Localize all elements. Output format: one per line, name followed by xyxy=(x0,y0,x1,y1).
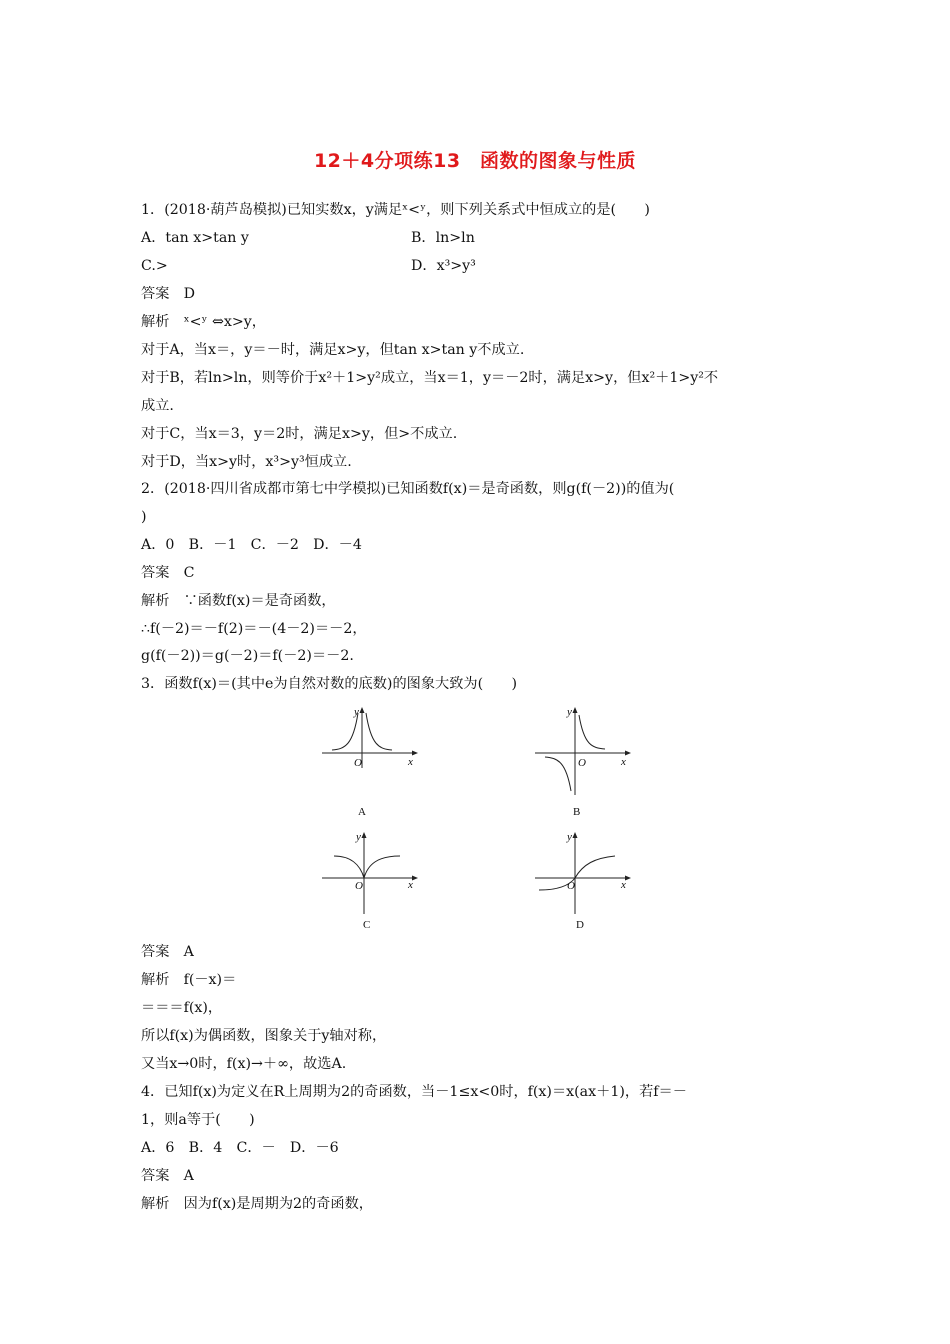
origin-label: O xyxy=(578,757,586,769)
graph-caption-c: C xyxy=(363,919,371,931)
origin-label: O xyxy=(567,880,575,892)
x-axis-label: x xyxy=(621,879,626,891)
graph-caption-a: A xyxy=(358,806,366,818)
q2-answer: 答案 C xyxy=(141,565,195,581)
q2-analysis-line: g(f(－2))＝g(－2)＝f(－2)＝－2. xyxy=(141,648,354,664)
q2-analysis-line: ∴f(－2)＝－f(2)＝－(4－2)＝－2， xyxy=(141,621,367,637)
x-axis-label: x xyxy=(408,879,413,891)
q4-stem-cont: 1，则a等于( ) xyxy=(141,1112,255,1128)
q3-analysis-line: ＝＝＝f(x)， xyxy=(141,1000,223,1016)
page-title: 12＋4分项练13 函数的图象与性质 xyxy=(313,150,637,172)
graph-a xyxy=(320,705,420,824)
x-axis-label: x xyxy=(408,756,413,768)
q3-stem: 3．函数f(x)＝(其中e为自然对数的底数)的图象大致为( ) xyxy=(141,676,518,692)
origin-label: O xyxy=(354,757,362,769)
graph-caption-b: B xyxy=(573,806,581,818)
q1-stem: 1．(2018·葫芦岛模拟)已知实数x，y满足ˣ<ʸ，则下列关系式中恒成立的是( ) xyxy=(141,202,650,218)
q2-stem: 2．(2018·四川省成都市第七中学模拟)已知函数f(x)＝是奇函数，则g(f(－2))的值为( xyxy=(141,481,675,497)
q2-options: A．0 B．－1 C．－2 D．－4 xyxy=(141,537,362,553)
graph-d xyxy=(533,826,633,945)
q1-analysis: 解析 ˣ<ʸ ⇔x>y， xyxy=(141,314,266,330)
graph-c xyxy=(320,826,420,945)
y-axis-label: y xyxy=(356,831,361,843)
q4-answer: 答案 A xyxy=(141,1168,194,1184)
q1-option-c: C.> xyxy=(141,258,168,274)
x-axis-label: x xyxy=(621,756,626,768)
q1-answer: 答案 D xyxy=(141,286,195,302)
y-axis-label: y xyxy=(567,831,572,843)
q3-analysis-line: 所以f(x)为偶函数，图象关于y轴对称， xyxy=(141,1028,387,1044)
q3-analysis: 解析 f(－x)＝ xyxy=(141,972,237,988)
q4-stem: 4．已知f(x)为定义在R上周期为2的奇函数，当－1≤x<0时，f(x)＝x(ax＋1)，若f＝－ xyxy=(141,1084,687,1100)
graph-caption-d: D xyxy=(576,919,584,931)
q2-stem-cont: ) xyxy=(141,509,147,525)
origin-label: O xyxy=(355,880,363,892)
y-axis-label: y xyxy=(354,706,359,718)
q1-option-d: D．x³>y³ xyxy=(411,258,476,274)
y-axis-label: y xyxy=(567,706,572,718)
q1-analysis-line: 对于B，若ln>ln，则等价于x²＋1>y²成立，当x＝1，y＝－2时，满足x>y，但x²＋1>y²不 xyxy=(141,370,719,386)
q4-analysis: 解析 因为f(x)是周期为2的奇函数， xyxy=(141,1196,373,1212)
q1-analysis-line: 成立. xyxy=(141,398,174,414)
q1-option-b: B．ln>ln xyxy=(411,230,475,246)
q4-options: A．6 B．4 C．－ D．－6 xyxy=(141,1140,339,1156)
q1-analysis-line: 对于D，当x>y时，x³>y³恒成立. xyxy=(141,454,352,470)
q1-analysis-line: 对于C，当x＝3，y＝2时，满足x>y，但>不成立. xyxy=(141,426,458,442)
q3-analysis-line: 又当x→0时，f(x)→＋∞，故选A. xyxy=(141,1056,347,1072)
graph-b xyxy=(533,705,633,824)
q1-option-a: A．tan x>tan y xyxy=(141,230,249,246)
q1-analysis-line: 对于A，当x＝，y＝－时，满足x>y，但tan x>tan y不成立. xyxy=(141,342,525,358)
q2-analysis: 解析 ∵函数f(x)＝是奇函数， xyxy=(141,593,336,609)
q3-answer: 答案 A xyxy=(141,944,194,960)
